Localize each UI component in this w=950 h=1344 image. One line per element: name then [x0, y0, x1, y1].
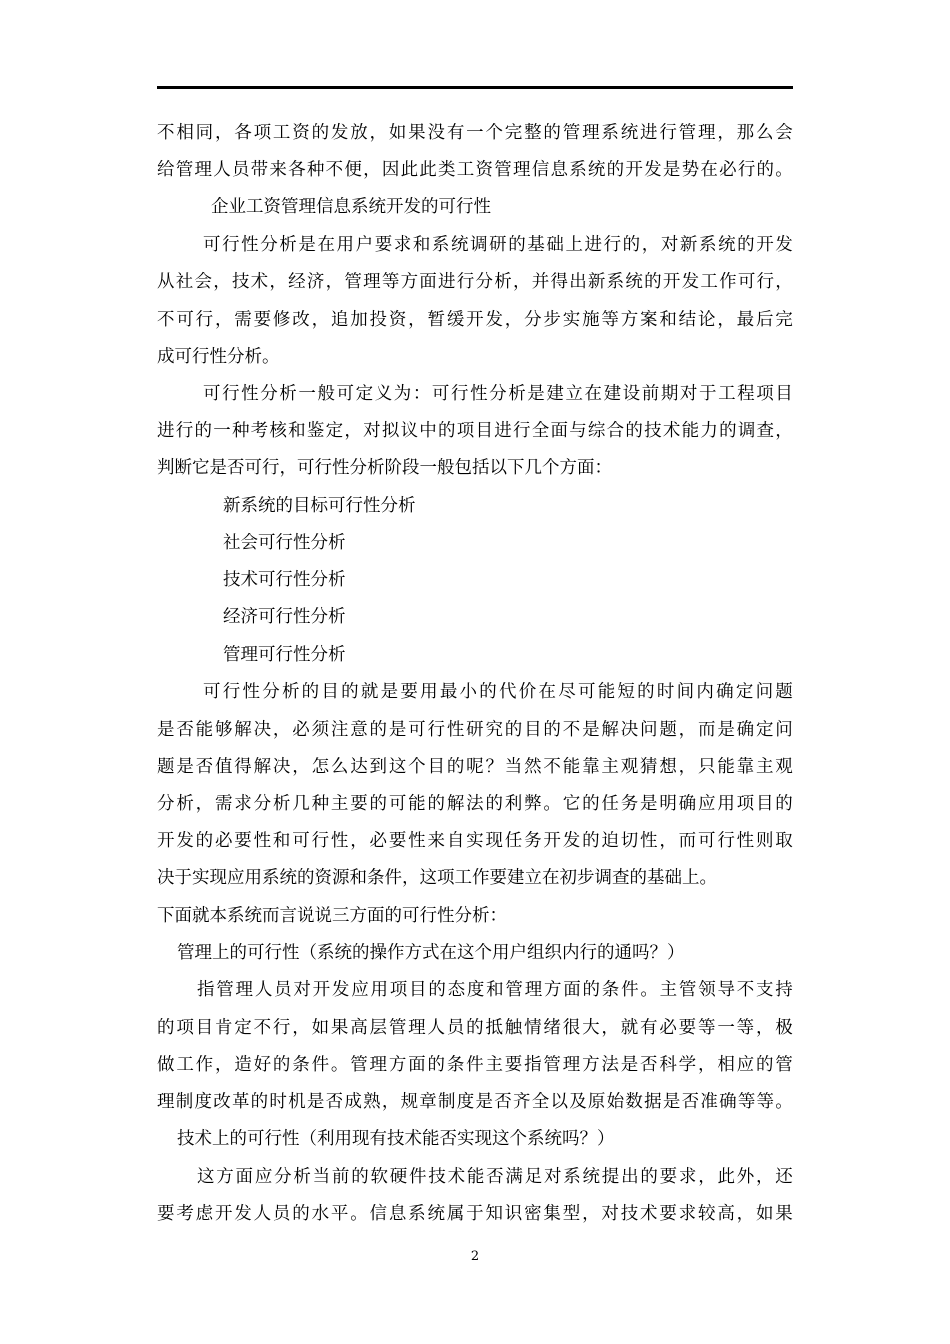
paragraph-line: 的项目肯定不行，如果高层管理人员的抵触情绪很大，就有必要等一等，极 — [157, 1018, 793, 1038]
paragraph-line: 可行性分析的目的就是要用最小的代价在尽可能短的时间内确定问题 — [203, 682, 793, 702]
paragraph-line: 下面就本系统而言说说三方面的可行性分析： — [157, 906, 507, 926]
paragraph-line: 进行的一种考核和鉴定，对拟议中的项目进行全面与综合的技术能力的调查， — [157, 421, 793, 441]
paragraph-line: 分析，需求分析几种主要的可能的解法的利弊。它的任务是明确应用项目的 — [157, 794, 793, 814]
list-item: 技术可行性分析 — [223, 570, 346, 590]
paragraph-line: 要考虑开发人员的水平。信息系统属于知识密集型，对技术要求较高，如果 — [157, 1204, 793, 1224]
paragraph-line: 指管理人员对开发应用项目的态度和管理方面的条件。主管领导不支持 — [197, 980, 793, 1000]
paragraph-line: 题是否值得解决，怎么达到这个目的呢？当然不能靠主观猜想，只能靠主观 — [157, 757, 793, 777]
section-heading: 管理上的可行性（系统的操作方式在这个用户组织内行的通吗？） — [177, 943, 685, 963]
paragraph-line: 做工作，造好的条件。管理方面的条件主要指管理方法是否科学，相应的管 — [157, 1055, 793, 1075]
list-item: 新系统的目标可行性分析 — [223, 496, 416, 516]
paragraph-line: 理制度改革的时机是否成熟，规章制度是否齐全以及原始数据是否准确等等。 — [157, 1092, 793, 1112]
list-item: 管理可行性分析 — [223, 645, 346, 665]
paragraph-line: 是否能够解决，必须注意的是可行性研究的目的不是解决问题，而是确定问 — [157, 720, 793, 740]
paragraph-line: 这方面应分析当前的软硬件技术能否满足对系统提出的要求，此外，还 — [197, 1167, 793, 1187]
paragraph-line: 不相同，各项工资的发放，如果没有一个完整的管理系统进行管理，那么会 — [157, 123, 793, 143]
paragraph-line: 可行性分析一般可定义为：可行性分析是建立在建设前期对于工程项目 — [203, 384, 793, 404]
list-item: 经济可行性分析 — [223, 607, 346, 627]
paragraph-line: 不可行，需要修改，追加投资，暂缓开发，分步实施等方案和结论，最后完 — [157, 310, 793, 330]
paragraph-line: 成可行性分析。 — [157, 347, 280, 367]
page-number: 2 — [470, 1249, 480, 1264]
paragraph-line: 开发的必要性和可行性，必要性来自实现任务开发的迫切性，而可行性则取 — [157, 831, 793, 851]
header-rule — [157, 86, 793, 89]
section-heading: 技术上的可行性（利用现有技术能否实现这个系统吗？） — [177, 1129, 615, 1149]
paragraph-line: 从社会，技术，经济，管理等方面进行分析，并得出新系统的开发工作可行， — [157, 272, 793, 292]
section-heading: 企业工资管理信息系统开发的可行性 — [211, 197, 491, 217]
paragraph-line: 可行性分析是在用户要求和系统调研的基础上进行的，对新系统的开发 — [203, 235, 793, 255]
paragraph-line: 给管理人员带来各种不便，因此此类工资管理信息系统的开发是势在必行的。 — [157, 160, 793, 180]
paragraph-line: 决于实现应用系统的资源和条件，这项工作要建立在初步调查的基础上。 — [157, 868, 717, 888]
list-item: 社会可行性分析 — [223, 533, 346, 553]
paragraph-line: 判断它是否可行，可行性分析阶段一般包括以下几个方面： — [157, 458, 612, 478]
